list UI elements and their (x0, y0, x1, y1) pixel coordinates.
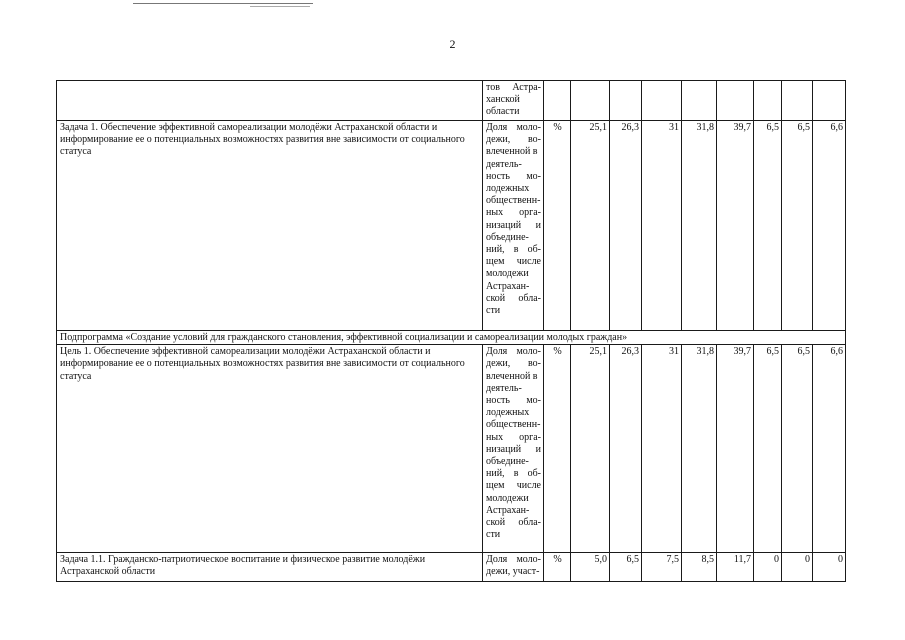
scan-artifact-line (250, 6, 310, 7)
value-cell: 39,7 (717, 345, 754, 553)
subprogram-title: Подпрограмма «Создание условий для гражданского становления, эффективной социализации и самореализации молодых граждан» (57, 331, 846, 345)
value-cell: 0 (813, 553, 846, 582)
indicator-line: дежи, во- (486, 134, 541, 146)
indicator-line: деятель- (486, 158, 522, 170)
value-cell: 39,7 (717, 121, 754, 331)
value-cell (642, 81, 682, 121)
indicator-line: Доля моло- (486, 554, 541, 566)
indicator-line: объедине- (486, 231, 529, 243)
indicator-line: ской обла- (486, 517, 541, 529)
unit-cell: % (544, 553, 571, 582)
indicator-cell (483, 81, 544, 121)
indicator-line: ность мо- (486, 170, 541, 182)
indicator-line: низаций и (486, 219, 541, 231)
value-cell: 6,5 (782, 121, 813, 331)
value-cell (610, 81, 642, 121)
value-cell: 31,8 (682, 345, 717, 553)
value-cell: 7,5 (642, 553, 682, 582)
indicator-line: молодежи (486, 268, 529, 280)
value-cell: 6,5 (754, 345, 782, 553)
indicator-line: лодежных (486, 183, 530, 195)
indicator-line: Доля моло- (486, 122, 541, 133)
value-cell (754, 81, 782, 121)
value-cell: 26,3 (610, 345, 642, 553)
indicator-line: щем числе (486, 480, 541, 492)
indicator-line: области (486, 106, 520, 118)
indicator-line: лодежных (486, 407, 530, 419)
indicator-cell (483, 121, 544, 331)
indicator-line: влеченной в (486, 370, 538, 382)
indicator-line: ний, в об- (486, 244, 541, 256)
indicator-line: ность мо- (486, 395, 541, 407)
indicator-line: объедине- (486, 456, 529, 468)
indicator-cell (483, 553, 544, 582)
goal-cell: Цель 1. Обеспечение эффективной самореализации молодёжи Астраханской области и информирование ее о потенциальных возможностях развития вне зависимости от социального статуса (57, 345, 483, 553)
indicator-line: низаций и (486, 443, 541, 455)
indicator-line: сти (486, 529, 501, 541)
indicator-table (56, 80, 846, 582)
value-cell: 6,6 (813, 121, 846, 331)
value-cell (571, 81, 610, 121)
value-cell (782, 81, 813, 121)
goal-cell: Задача 1. Обеспечение эффективной самореализации молодёжи Астраханской области и информирование ее о потенциальных возможностях развития вне зависимости от социального статуса (57, 121, 483, 331)
page-number: 2 (449, 37, 456, 51)
value-cell: 6,6 (813, 345, 846, 553)
indicator-line: ханской (486, 94, 520, 106)
value-cell: 31,8 (682, 121, 717, 331)
indicator-line: дежи, участ- (486, 566, 540, 578)
table-row (57, 121, 846, 331)
value-cell: 26,3 (610, 121, 642, 331)
value-cell: 11,7 (717, 553, 754, 582)
table-row (57, 331, 846, 345)
indicator-line: влеченной в (486, 146, 538, 158)
indicator-line: ных орга- (486, 207, 541, 219)
indicator-line: деятель- (486, 382, 522, 394)
indicator-line: дежи, во- (486, 358, 541, 370)
indicator-line: ных орга- (486, 431, 541, 443)
indicator-line: общественн- (486, 419, 541, 431)
value-cell: 8,5 (682, 553, 717, 582)
value-cell (682, 81, 717, 121)
indicator-line: Доля моло- (486, 346, 541, 358)
value-cell: 5,0 (571, 553, 610, 582)
value-cell: 25,1 (571, 345, 610, 553)
value-cell: 6,5 (782, 345, 813, 553)
value-cell: 31 (642, 121, 682, 331)
value-cell: 0 (782, 553, 813, 582)
table-row (57, 345, 846, 553)
value-cell: 31 (642, 345, 682, 553)
goal-cell: Задача 1.1. Гражданско-патриотическое воспитание и физическое развитие молодёжи Астраханской области (57, 553, 483, 582)
indicator-line: Астрахан- (486, 280, 530, 292)
value-cell (813, 81, 846, 121)
indicator-line: Астрахан- (486, 504, 530, 516)
indicator-line: общественн- (486, 195, 541, 207)
value-cell: 6,5 (754, 121, 782, 331)
indicator-line: молодежи (486, 492, 529, 504)
value-cell: 25,1 (571, 121, 610, 331)
scan-artifact-line (133, 3, 313, 4)
value-cell: 6,5 (610, 553, 642, 582)
indicator-line: сти (486, 305, 501, 317)
value-cell: 0 (754, 553, 782, 582)
table-row (57, 81, 846, 121)
indicator-line: щем числе (486, 256, 541, 268)
unit-cell: % (544, 345, 571, 553)
value-cell (717, 81, 754, 121)
indicator-line: тов Астра- (486, 82, 541, 93)
indicator-cell (483, 345, 544, 553)
table-row (57, 553, 846, 582)
goal-cell (57, 81, 483, 121)
indicator-line: ской обла- (486, 292, 541, 304)
indicator-line: ний, в об- (486, 468, 541, 480)
unit-cell (544, 81, 571, 121)
unit-cell: % (544, 121, 571, 331)
